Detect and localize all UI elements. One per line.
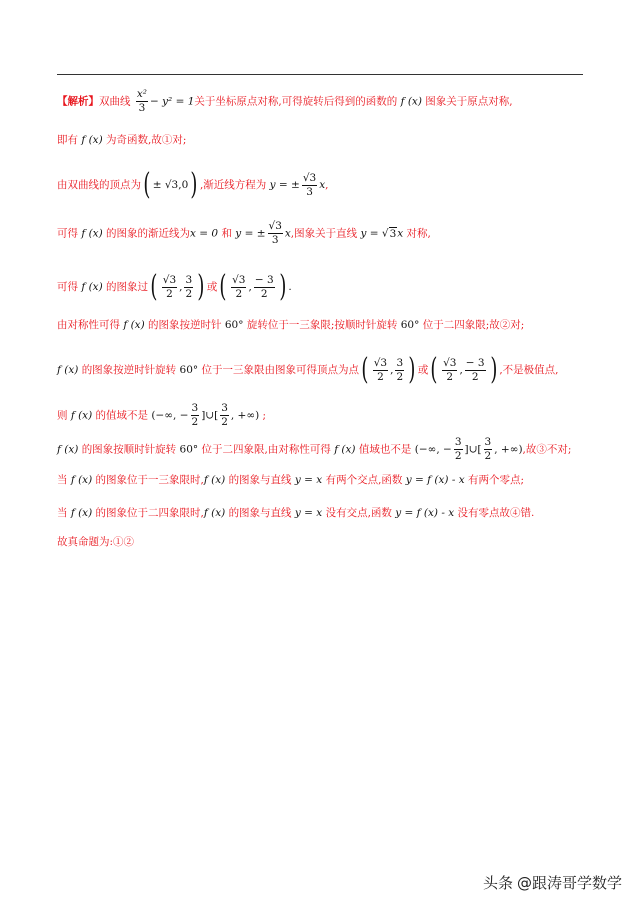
numerator: √3 <box>443 356 457 369</box>
equation: x = 0 <box>190 227 219 240</box>
text: ,不是极值点, <box>499 364 559 376</box>
text: 可得 <box>57 281 78 293</box>
line-8 <box>57 402 266 429</box>
range: (−∞, − <box>151 409 189 422</box>
numerator: √3 <box>162 273 177 286</box>
text: 则 <box>57 409 68 422</box>
text: ,渐近线方程为 <box>199 179 267 191</box>
line-4 <box>57 220 431 247</box>
fraction <box>395 357 404 384</box>
text: 位于二四象限;故②对; <box>422 319 525 331</box>
line-5 <box>57 269 292 304</box>
text: 值域也不是 <box>358 443 412 456</box>
paren-right: ) <box>489 352 497 387</box>
paren-left: ( <box>430 352 438 387</box>
vertex-point: ± √3,0 <box>152 179 189 191</box>
numerator: x² <box>136 88 147 100</box>
numerator: 3 <box>185 273 193 286</box>
conclusion-text: 故真命题为:①② <box>57 536 135 548</box>
numerator: √3 <box>373 356 388 369</box>
text: 没有零点故④错. <box>457 507 535 519</box>
denominator: 2 <box>454 450 462 462</box>
text: 位于二四象限,由对称性可得 <box>201 443 331 456</box>
denominator: 2 <box>221 416 228 428</box>
denominator: 2 <box>166 287 173 300</box>
equation: y = ± <box>235 227 266 240</box>
text: 或 <box>417 364 429 376</box>
text: ,图象关于直线 <box>290 227 358 240</box>
line-3 <box>57 167 329 202</box>
text: 可得 <box>57 227 78 240</box>
numerator: √3 <box>268 220 282 232</box>
text: 双曲线 <box>99 95 131 108</box>
function-symbol: f (x) <box>57 443 79 456</box>
equation: y = x <box>294 507 323 519</box>
function-symbol: f (x) <box>203 507 226 519</box>
analysis-tag: 【解析】 <box>57 95 99 108</box>
denominator: 3 <box>138 102 146 114</box>
function-symbol: f (x) <box>334 443 356 456</box>
denominator: 2 <box>471 370 479 383</box>
text: 有两个零点; <box>468 474 525 486</box>
text: ; <box>262 409 267 422</box>
fraction <box>254 274 275 301</box>
text: , <box>325 179 329 191</box>
text: 的值域不是 <box>95 409 149 422</box>
denominator: 3 <box>271 234 279 246</box>
text: 关于坐标原点对称,可得旋转后得到的函数的 <box>194 95 398 108</box>
fraction <box>136 88 148 115</box>
text: 或 <box>206 281 218 293</box>
paren-left: ( <box>219 269 227 304</box>
fraction <box>220 402 229 429</box>
line-2 <box>57 133 186 147</box>
text: 的图象与直线 <box>228 507 292 519</box>
numerator: − 3 <box>254 273 274 286</box>
numerator: √3 <box>232 273 246 286</box>
fraction <box>184 274 193 301</box>
paren-right: ) <box>197 269 205 304</box>
fraction <box>442 357 457 384</box>
text: 的图象位于二四象限时, <box>95 507 204 519</box>
text: 的图象按逆时针 <box>148 319 222 331</box>
numerator: 3 <box>191 402 199 414</box>
numerator: 3 <box>396 356 404 369</box>
numerator: 3 <box>454 436 462 448</box>
denominator: 2 <box>235 287 243 300</box>
function-symbol: f (x) <box>57 364 79 376</box>
text: 位于一三象限由图象可得顶点为点 <box>201 364 359 376</box>
sqrt: √3 <box>381 227 397 240</box>
watermark-prefix: 头条 <box>482 874 513 892</box>
angle: 60° <box>179 443 199 456</box>
text: 有两个交点,函数 <box>325 474 403 486</box>
text: 即有 <box>57 134 78 146</box>
function-symbol: f (x) <box>203 474 226 486</box>
text: 旋转位于一三象限;按顺时针旋转 <box>246 319 398 331</box>
comma: , <box>390 364 394 376</box>
text: 由对称性可得 <box>57 319 120 331</box>
range: (−∞, − <box>414 443 452 456</box>
text: 为奇函数,故①对; <box>106 134 187 146</box>
text: 的图象按顺时针旋转 <box>81 443 177 456</box>
text: 由双曲线的顶点为 <box>57 179 141 191</box>
range: , +∞) <box>494 443 523 456</box>
text: . <box>288 281 292 293</box>
text: 的图象过 <box>106 281 149 293</box>
paren-right: ) <box>190 167 198 202</box>
numerator: 3 <box>221 402 228 414</box>
equation: y = <box>360 227 382 240</box>
line-11 <box>57 506 534 520</box>
denominator: 2 <box>377 370 384 383</box>
angle: 60° <box>224 319 244 331</box>
text: 对称, <box>406 227 431 240</box>
function-symbol: f (x) <box>81 227 103 240</box>
comma: , <box>459 364 463 376</box>
equation: y = ± <box>269 179 300 191</box>
function-symbol: f (x) <box>81 281 103 293</box>
equation: y = x <box>294 474 323 486</box>
comma: , <box>248 281 252 293</box>
line-7 <box>57 352 559 387</box>
fraction <box>268 220 283 247</box>
denominator: 3 <box>306 185 313 198</box>
text: 没有交点,函数 <box>325 507 392 519</box>
denominator: 2 <box>191 416 199 428</box>
fraction <box>454 436 463 463</box>
text: ,故③不对; <box>522 443 572 456</box>
function-symbol: f (x) <box>70 474 93 486</box>
function-symbol: f (x) <box>81 134 103 146</box>
fraction <box>162 274 177 301</box>
line-12 <box>57 535 134 549</box>
numerator: 3 <box>484 436 492 448</box>
variable: x <box>284 227 291 240</box>
text: 的图象位于一三象限时, <box>95 474 204 486</box>
denominator: 2 <box>185 287 193 300</box>
denominator: 2 <box>396 370 404 383</box>
top-rule <box>57 74 583 75</box>
text: 和 <box>221 227 232 240</box>
paren-right: ) <box>278 269 287 304</box>
variable: x <box>397 227 404 240</box>
equation: − y² = 1 <box>149 95 195 108</box>
line-10 <box>57 473 524 487</box>
fraction <box>465 357 486 384</box>
paren-right: ) <box>408 352 416 387</box>
range: , +∞) <box>230 409 260 422</box>
text: 的图象按逆时针旋转 <box>81 364 177 376</box>
line-1 <box>57 88 513 115</box>
paren-left: ( <box>361 352 369 387</box>
text: 当 <box>57 507 68 519</box>
fraction <box>484 436 493 463</box>
denominator: 2 <box>260 287 268 300</box>
watermark <box>483 872 622 893</box>
text: 当 <box>57 474 68 486</box>
fraction <box>302 172 317 199</box>
range: ]∪[ <box>201 409 219 422</box>
watermark-handle: @跟涛哥学数学 <box>516 874 622 892</box>
line-6 <box>57 318 524 332</box>
radicand: 3 <box>389 227 397 240</box>
text: 图象关于原点对称, <box>425 95 513 108</box>
fraction <box>231 274 246 301</box>
numerator: − 3 <box>465 356 485 369</box>
text: 的图象的渐近线为 <box>106 227 191 240</box>
comma: , <box>179 281 183 293</box>
function-symbol: f (x) <box>123 319 145 331</box>
angle: 60° <box>400 319 420 331</box>
fraction <box>191 402 200 429</box>
variable: x <box>319 179 326 191</box>
text: 的图象与直线 <box>228 474 292 486</box>
line-9 <box>57 436 571 463</box>
function-symbol: f (x) <box>70 507 93 519</box>
angle: 60° <box>179 364 199 376</box>
function-symbol: f (x) <box>400 95 422 108</box>
equation: y = f (x) - x <box>395 507 455 519</box>
numerator: √3 <box>302 171 317 184</box>
paren-left: ( <box>150 269 158 304</box>
denominator: 2 <box>484 450 492 462</box>
fraction <box>373 357 388 384</box>
function-symbol: f (x) <box>70 409 93 422</box>
range: ]∪[ <box>464 443 482 456</box>
denominator: 2 <box>446 370 454 383</box>
equation: y = f (x) - x <box>405 474 465 486</box>
paren-left: ( <box>143 167 151 202</box>
